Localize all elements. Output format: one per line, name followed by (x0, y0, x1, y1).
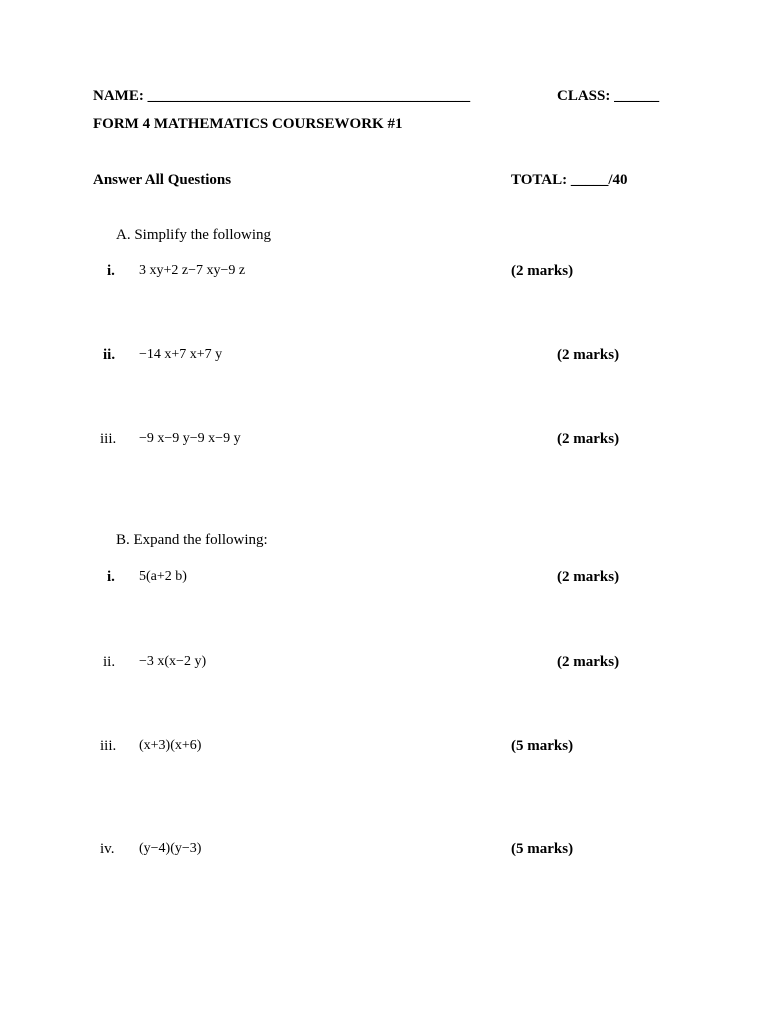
section-a-heading: A. Simplify the following (116, 227, 271, 243)
question-b1-marks: (2 marks) (557, 569, 620, 585)
question-b1-number: i. (107, 569, 115, 585)
question-b3-expression: (x+3)(x+6) (139, 738, 202, 753)
question-b3-marks: (5 marks) (511, 738, 574, 754)
question-a2-marks: (2 marks) (557, 347, 620, 363)
instruction-text: Answer All Questions (93, 172, 232, 188)
question-b4-expression: (y−4)(y−3) (139, 841, 202, 856)
question-a2-number: ii. (103, 347, 116, 363)
question-b2-expression: −3 x(x−2 y) (139, 654, 207, 669)
section-b-heading: B. Expand the following: (116, 532, 268, 548)
question-b4-marks: (5 marks) (511, 841, 574, 857)
question-a1-marks: (2 marks) (511, 263, 574, 279)
question-b2-marks: (2 marks) (557, 654, 620, 670)
name-field-label: NAME: ___________________________________________ (93, 88, 471, 104)
question-a2-expression: −14 x+7 x+7 y (139, 347, 223, 362)
question-b2-number: ii. (103, 654, 116, 670)
question-b3-number: iii. (100, 738, 117, 754)
question-b4-number: iv. (100, 841, 115, 857)
total-score-label: TOTAL: _____/40 (511, 172, 628, 188)
question-a3-expression: −9 x−9 y−9 x−9 y (139, 431, 241, 446)
question-a3-number: iii. (100, 431, 117, 447)
question-a1-expression: 3 xy+2 z−7 xy−9 z (139, 263, 246, 278)
class-field-label: CLASS: ______ (557, 88, 660, 104)
page-title: FORM 4 MATHEMATICS COURSEWORK #1 (93, 116, 403, 132)
question-b1-expression: 5(a+2 b) (139, 569, 187, 584)
question-a3-marks: (2 marks) (557, 431, 620, 447)
question-a1-number: i. (107, 263, 115, 279)
